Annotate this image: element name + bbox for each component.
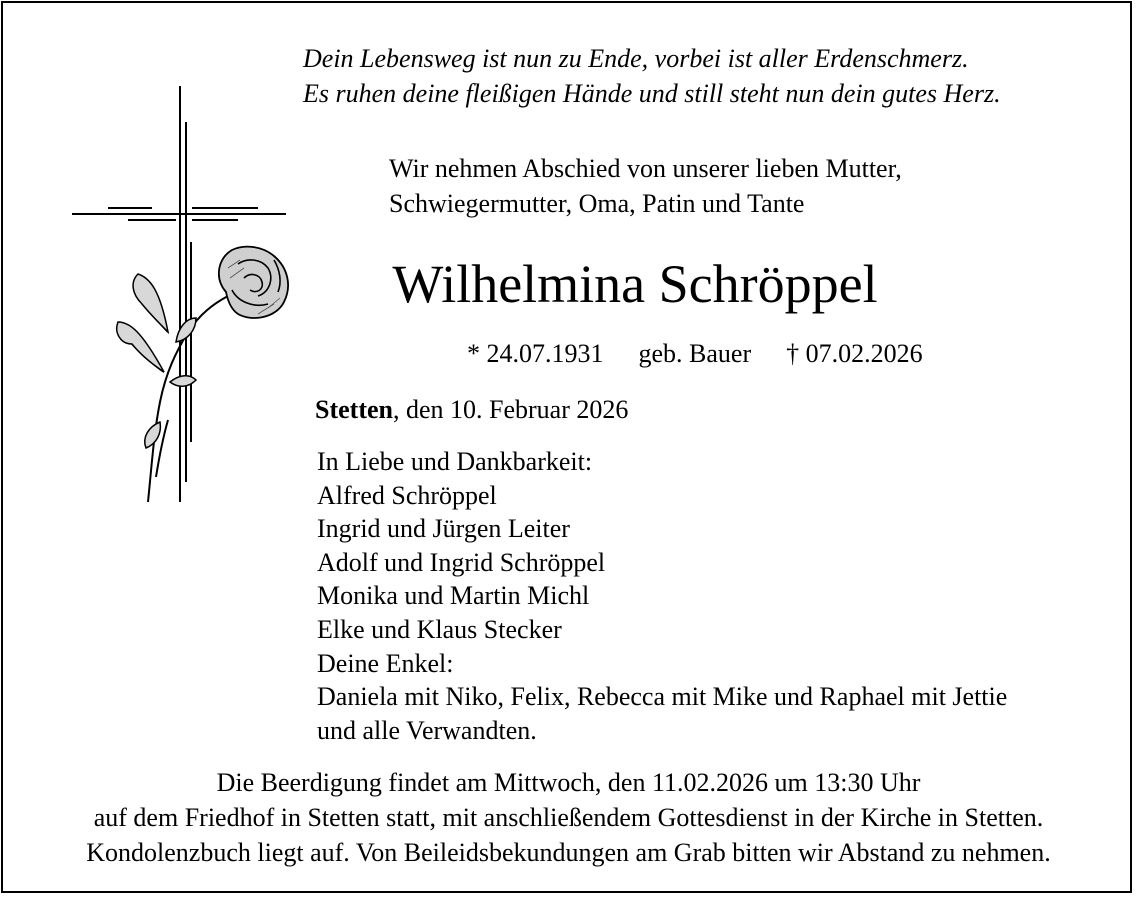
mourner-line: Alfred Schröppel: [317, 480, 497, 510]
intro-line-2: Schwiegermutter, Oma, Patin und Tante: [389, 189, 805, 218]
place-and-date: [315, 393, 628, 427]
mourner-line: In Liebe und Dankbarkeit:: [317, 447, 593, 476]
mourner-line: Elke und Klaus Stecker: [317, 614, 562, 644]
funeral-line-1: Die Beerdigung findet am Mittwoch, den 11.02.2026 um 13:30 Uhr: [216, 768, 921, 797]
poem-line-1: Dein Lebensweg ist nun zu Ende, vorbei ist aller Erdenschmerz.: [303, 44, 969, 73]
funeral-line-2: auf dem Friedhof in Stetten statt, mit anschließendem Gottesdienst in der Kirche in Stetten.: [93, 803, 1044, 832]
mourners-list: [317, 445, 1007, 747]
poem: [303, 41, 1001, 111]
mourner-line: Adolf und Ingrid Schröppel: [317, 547, 606, 577]
deceased-name: Wilhelmina Schröppel: [392, 254, 878, 314]
death-date: † 07.02.2026: [786, 339, 923, 368]
poem-line-2: Es ruhen deine fleißigen Hände und still steht nun dein gutes Herz.: [303, 79, 1001, 108]
mourner-line: und alle Verwandten.: [317, 715, 537, 745]
mourner-line: Monika und Martin Michl: [317, 581, 590, 611]
notice-date: , den 10. Februar 2026: [392, 395, 629, 424]
birth-date: * 24.07.1931: [467, 339, 604, 368]
mourner-line: Ingrid und Jürgen Leiter: [317, 514, 570, 544]
maiden-name: geb. Bauer: [638, 339, 752, 368]
mourner-line: Deine Enkel:: [317, 648, 454, 678]
mourner-line: Daniela mit Niko, Felix, Rebecca mit Mike und Raphael mit Jettie: [317, 682, 1008, 712]
funeral-details: [0, 765, 1137, 870]
farewell-intro: [389, 151, 902, 221]
funeral-line-3: Kondolenzbuch liegt auf. Von Beileidsbekundungen am Grab bitten wir Abstand zu nehmen.: [86, 838, 1051, 867]
intro-line-1: Wir nehmen Abschied von unserer lieben Mutter,: [389, 154, 902, 183]
place-name: Stetten: [315, 395, 393, 424]
life-dates: [467, 337, 923, 371]
